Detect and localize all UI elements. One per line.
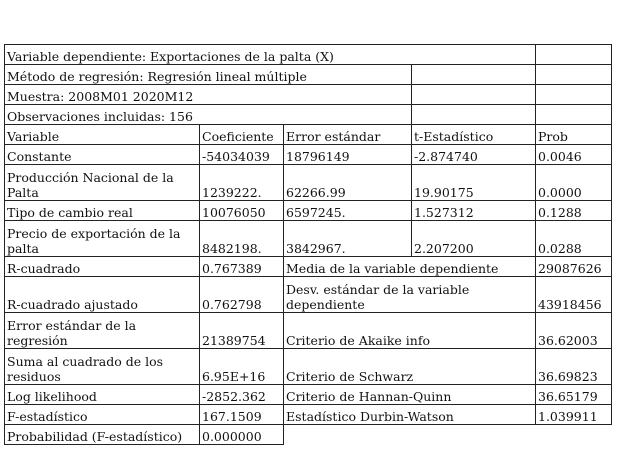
column-header-variable: Variable [5,125,200,145]
f-probability-value: 0.000000 [200,425,284,445]
variable-name: Precio de exportación de la palta [5,221,200,257]
stats-row [5,385,612,405]
variable-name: Tipo de cambio real [5,201,200,221]
stat-value-right: 36.65179 [536,385,612,405]
t-statistic-value: 2.207200 [412,221,536,257]
stat-label: Suma al cuadrado de los residuos [5,349,200,385]
stat-label: F-estadístico [5,405,200,425]
stat-label: R-cuadrado ajustado [5,277,200,313]
variable-name: Producción Nacional de la Palta [5,165,200,201]
empty-cell [412,105,536,125]
prob-value: 0.1288 [536,201,612,221]
stats-row [5,277,612,313]
stats-row [5,405,612,425]
stat-value: 0.767389 [200,257,284,277]
std-error-value: 3842967. [284,221,412,257]
stat-label-right: Criterio de Hannan-Quinn [284,385,536,405]
table-row [5,145,612,165]
empty-cell [536,85,612,105]
std-error-value: 6597245. [284,201,412,221]
stat-value-right: 43918456 [536,277,612,313]
stat-label-right: Criterio de Schwarz [284,349,536,385]
prob-value: 0.0000 [536,165,612,201]
stat-value-right: 36.62003 [536,313,612,349]
column-header-coefficient: Coeficiente [200,125,284,145]
regression-output [4,44,612,445]
stats-row [5,349,612,385]
stats-row [5,313,612,349]
stat-value: 21389754 [200,313,284,349]
stat-label: Log likelihood [5,385,200,405]
column-header-prob: Prob [536,125,612,145]
stat-label-right: Estadístico Durbin-Watson [284,405,536,425]
method-text: Método de regresión: Regresión lineal múltiple [5,65,412,85]
empty-cell [412,85,536,105]
regression-table [4,44,612,445]
stat-label: R-cuadrado [5,257,200,277]
header-row-observations [5,105,612,125]
table-row [5,221,612,257]
std-error-value: 18796149 [284,145,412,165]
column-header-t-statistic: t-Estadístico [412,125,536,145]
table-row [5,201,612,221]
empty-cell [412,65,536,85]
prob-value: 0.0046 [536,145,612,165]
stat-value: 0.762798 [200,277,284,313]
header-row-dependent [5,45,612,65]
empty-cell [536,65,612,85]
table-row [5,165,612,201]
stat-label: Error estándar de la regresión [5,313,200,349]
coefficient-value: 1239222. [200,165,284,201]
t-statistic-value: -2.874740 [412,145,536,165]
column-header-row [5,125,612,145]
stat-label-right: Media de la variable dependiente [284,257,536,277]
empty-cell [536,105,612,125]
header-row-method [5,65,612,85]
coefficient-value: 8482198. [200,221,284,257]
sample-text: Muestra: 2008M01 2020M12 [5,85,412,105]
header-row-sample [5,85,612,105]
observations-text: Observaciones incluidas: 156 [5,105,412,125]
stat-value-right: 1.039911 [536,405,612,425]
stats-row [5,257,612,277]
stat-label-right: Desv. estándar de la variable dependiente [284,277,536,313]
stat-value: 167.1509 [200,405,284,425]
coefficient-value: -54034039 [200,145,284,165]
stat-value-right: 36.69823 [536,349,612,385]
column-header-std-error: Error estándar [284,125,412,145]
footer-row [5,425,612,445]
std-error-value: 62266.99 [284,165,412,201]
variable-name: Constante [5,145,200,165]
t-statistic-value: 1.527312 [412,201,536,221]
empty-cell [536,45,612,65]
coefficient-value: 10076050 [200,201,284,221]
stat-value: 6.95E+16 [200,349,284,385]
prob-value: 0.0288 [536,221,612,257]
stat-value-right: 29087626 [536,257,612,277]
stat-label-right: Criterio de Akaike info [284,313,536,349]
t-statistic-value: 19.90175 [412,165,536,201]
dependent-variable-text: Variable dependiente: Exportaciones de la palta (X) [5,45,536,65]
f-probability-label: Probabilidad (F-estadístico) [5,425,200,445]
empty-space [284,425,612,445]
stat-value: -2852.362 [200,385,284,405]
